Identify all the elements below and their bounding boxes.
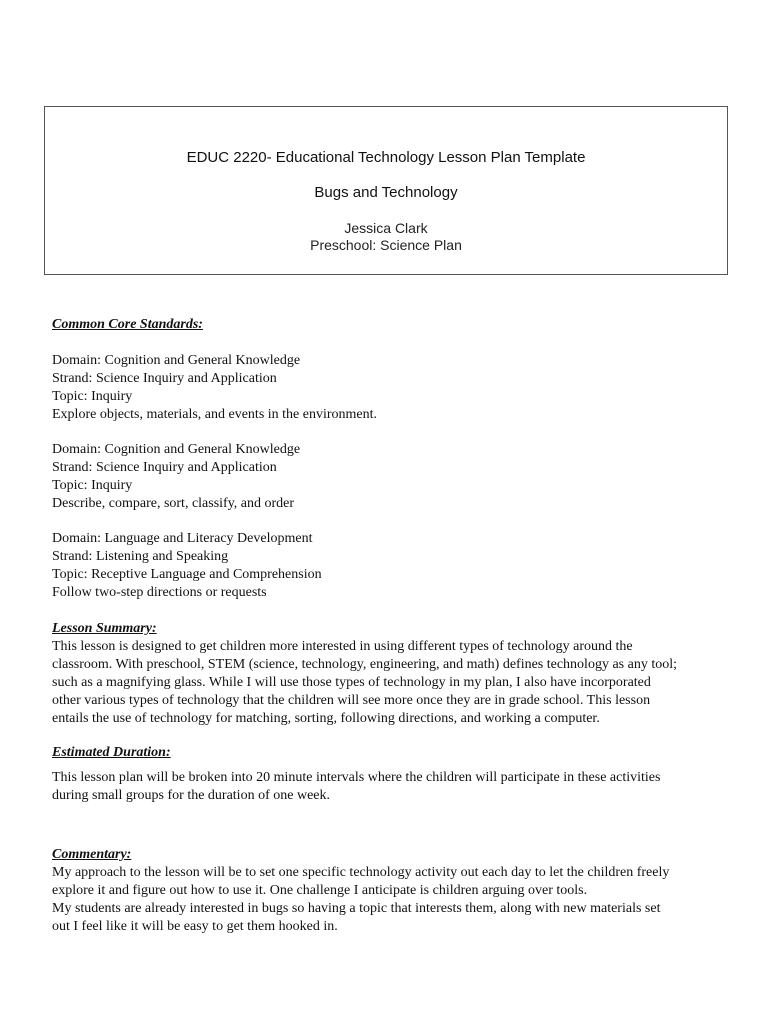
course-title: EDUC 2220- Educational Technology Lesson Plan Template xyxy=(186,149,586,166)
standard-detail: Describe, compare, sort, classify, and order xyxy=(52,496,295,511)
plan-type: Preschool: Science Plan xyxy=(310,237,462,253)
summary-section xyxy=(52,620,724,728)
summary-line: This lesson is designed to get children more interested in using different types of technology around the xyxy=(52,639,633,654)
title-box xyxy=(44,106,728,275)
duration-heading: Estimated Duration: xyxy=(52,745,171,760)
duration-section xyxy=(52,744,724,762)
standard-topic: Topic: Inquiry xyxy=(52,478,133,493)
summary-line: entails the use of technology for matching, sorting, following directions, and working a computer. xyxy=(52,711,600,726)
summary-line: other various types of technology that the children will see more once they are in grade school. This lesson xyxy=(52,693,651,708)
standards-section xyxy=(52,316,724,334)
summary-line: classroom. With preschool, STEM (science, technology, engineering, and math) defines technology as any tool; xyxy=(52,657,677,672)
commentary-line: out I feel like it will be easy to get them hooked in. xyxy=(52,919,338,934)
standards-group-1 xyxy=(52,352,724,424)
standard-strand: Strand: Listening and Speaking xyxy=(52,549,229,564)
commentary-section xyxy=(52,846,724,936)
standard-domain: Domain: Language and Literacy Development xyxy=(52,531,313,546)
standard-topic: Topic: Inquiry xyxy=(52,389,133,404)
standard-domain: Domain: Cognition and General Knowledge xyxy=(52,442,301,457)
standards-group-3 xyxy=(52,530,724,602)
commentary-line: My approach to the lesson will be to set one specific technology activity out each day to let the children freely xyxy=(52,865,670,880)
commentary-line: My students are already interested in bugs so having a topic that interests them, along with new materials set xyxy=(52,901,661,916)
lesson-title: Bugs and Technology xyxy=(314,184,458,201)
duration-line: during small groups for the duration of one week. xyxy=(52,788,330,803)
duration-line: This lesson plan will be broken into 20 minute intervals where the children will participate in these activities xyxy=(52,770,661,785)
duration-body xyxy=(52,769,724,805)
standards-heading: Common Core Standards: xyxy=(52,317,203,332)
standard-strand: Strand: Science Inquiry and Application xyxy=(52,460,277,475)
standard-domain: Domain: Cognition and General Knowledge xyxy=(52,353,301,368)
commentary-heading: Commentary: xyxy=(52,847,132,862)
standards-group-2 xyxy=(52,441,724,513)
summary-line: such as a magnifying glass. While I will use those types of technology in my plan, I also have incorporated xyxy=(52,675,651,690)
author-name: Jessica Clark xyxy=(344,220,428,236)
standard-detail: Follow two-step directions or requests xyxy=(52,585,267,600)
standard-detail: Explore objects, materials, and events in the environment. xyxy=(52,407,378,422)
commentary-line: explore it and figure out how to use it. One challenge I anticipate is children arguing over tools. xyxy=(52,883,588,898)
summary-heading: Lesson Summary: xyxy=(52,621,157,636)
standard-topic: Topic: Receptive Language and Comprehension xyxy=(52,567,322,582)
standard-strand: Strand: Science Inquiry and Application xyxy=(52,371,277,386)
